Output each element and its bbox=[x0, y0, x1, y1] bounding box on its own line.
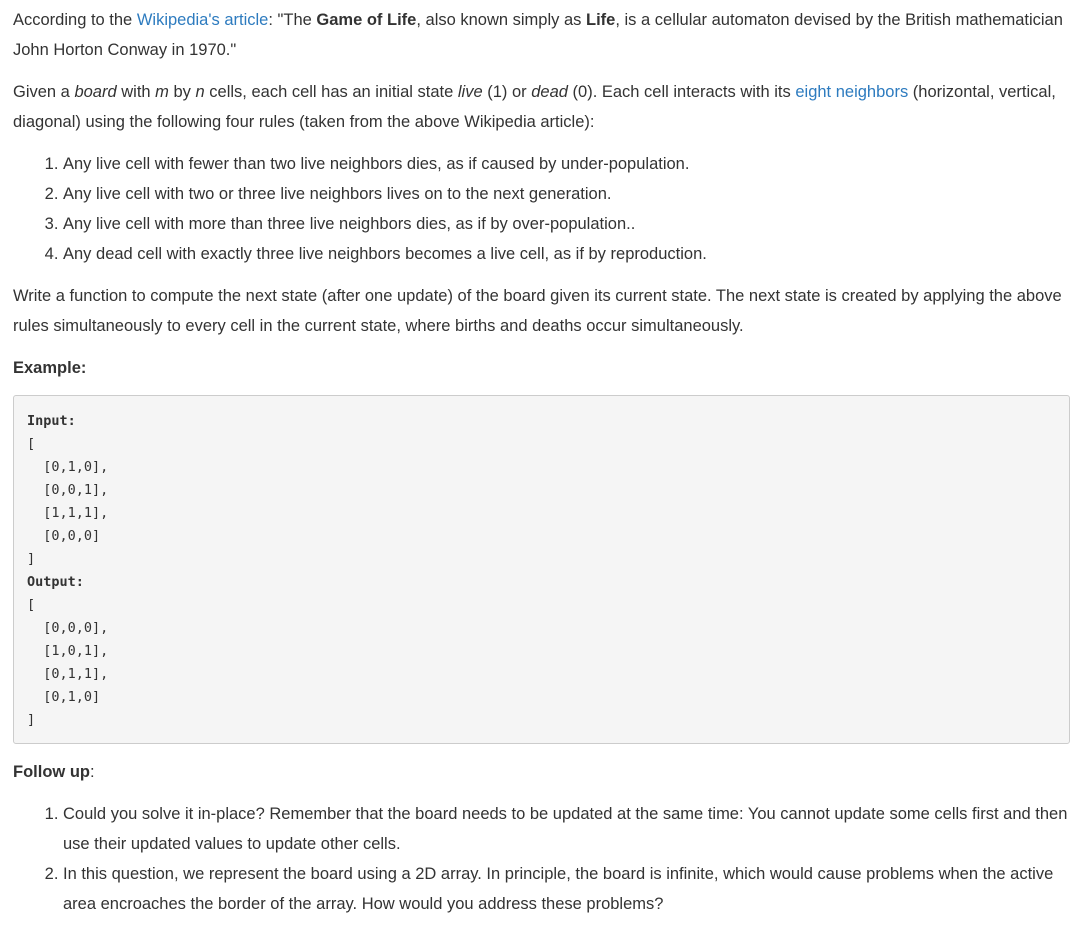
rules-intro-paragraph bbox=[13, 77, 1071, 137]
task-paragraph: Write a function to compute the next state (after one update) of the board given its current state. The next state is created by applying the above rules simultaneously to every cell in the current state, where births and deaths occur simultaneously. bbox=[13, 287, 1062, 335]
rules-list bbox=[13, 149, 1071, 269]
intro-prefix: According to the bbox=[13, 11, 137, 29]
n-term: n bbox=[195, 83, 205, 101]
rules-intro-text: (horizontal, vertical, diagonal) using the following four rules (taken from the above Wikipedia article): bbox=[13, 83, 1056, 131]
game-of-life-term: Game of Life bbox=[316, 11, 417, 29]
wikipedia-article-link[interactable]: Wikipedia's article bbox=[136, 11, 269, 29]
rules-intro-text: with bbox=[116, 83, 156, 101]
rule-item: 2. Any live cell with two or three live neighbors lives on to the next generation. bbox=[63, 179, 1071, 209]
rules-intro-text: cells, each cell has an initial state bbox=[204, 83, 458, 101]
input-board: [ [0,1,0], [0,0,1], [1,1,1], [0,0,0] ] bbox=[27, 436, 109, 567]
intro-suffix: , is a cellular automaton devised by the British mathematician John Horton Conway in 1970." bbox=[13, 11, 1063, 59]
follow-up-list bbox=[13, 799, 1071, 919]
dead-term: dead bbox=[531, 83, 568, 101]
eight-neighbors-link[interactable]: eight neighbors bbox=[795, 83, 909, 101]
intro-colon-quote: : "The bbox=[268, 11, 317, 29]
output-board: [ [0,0,0], [1,0,1], [0,1,1], [0,1,0] ] bbox=[27, 597, 109, 728]
intro-mid: , also known simply as bbox=[416, 11, 586, 29]
example-code-block bbox=[13, 395, 1070, 744]
board-term: board bbox=[74, 83, 117, 101]
follow-up-title: Follow up bbox=[13, 763, 90, 781]
output-label: Output: bbox=[27, 574, 84, 590]
rules-intro-text: (1) or bbox=[482, 83, 532, 101]
rules-intro-text: (0). Each cell interacts with its bbox=[567, 83, 796, 101]
follow-up-colon: : bbox=[89, 763, 95, 781]
follow-up-heading bbox=[13, 757, 1071, 787]
live-term: live bbox=[457, 83, 483, 101]
rule-item: 3. Any live cell with more than three live neighbors dies, as if by over-population.. bbox=[63, 209, 1071, 239]
input-label: Input: bbox=[27, 413, 76, 429]
rules-intro-text: by bbox=[168, 83, 196, 101]
rules-intro-text: Given a bbox=[13, 83, 75, 101]
follow-up-item: 1. Could you solve it in-place? Remember that the board needs to be updated at the same time: You cannot update some cells first and then use their updated values to update other cells. bbox=[63, 799, 1071, 859]
rule-item: 4. Any dead cell with exactly three live neighbors becomes a live cell, as if by reproduction. bbox=[63, 239, 1071, 269]
rule-item: 1. Any live cell with fewer than two live neighbors dies, as if caused by under-population. bbox=[63, 149, 1071, 179]
intro-paragraph bbox=[13, 0, 1071, 65]
follow-up-item: 2. In this question, we represent the board using a 2D array. In principle, the board is infinite, which would cause problems when the active area encroaches the border of the array. How would you address these problems? bbox=[63, 859, 1071, 919]
example-heading: Example: bbox=[13, 359, 87, 377]
life-term: Life bbox=[586, 11, 616, 29]
m-term: m bbox=[155, 83, 169, 101]
